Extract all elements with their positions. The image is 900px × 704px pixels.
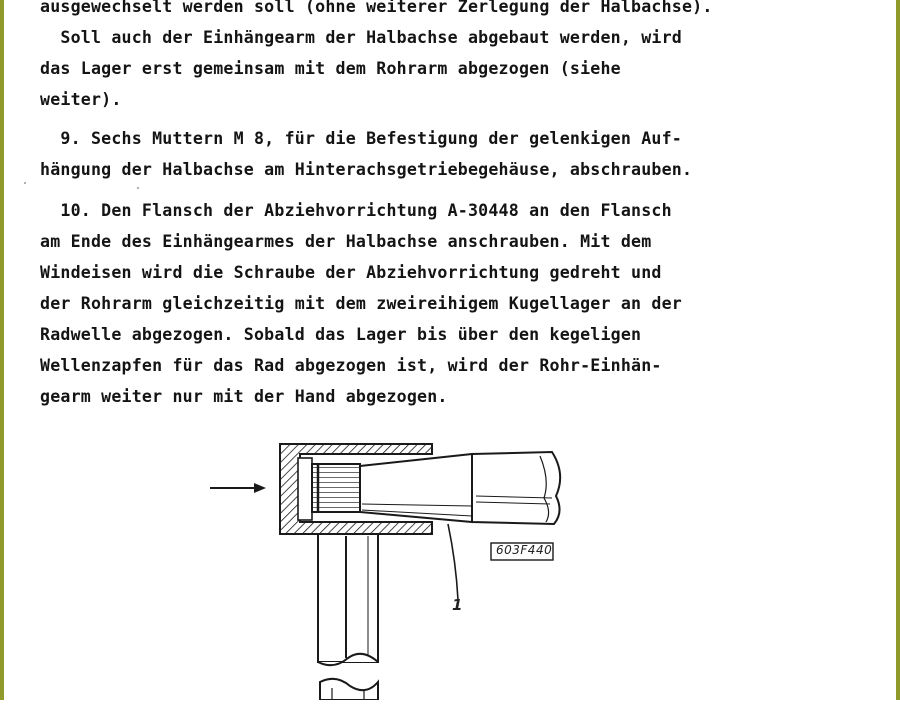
text-line: am Ende des Einhängearmes der Halbachse anschrauben. Mit dem <box>40 232 652 251</box>
text-line: der Rohrarm gleichzeitig mit dem zweireihigem Kugellager an der <box>40 294 682 313</box>
document-text <box>40 0 870 412</box>
puller-illustration <box>200 432 580 700</box>
arrow-icon <box>210 483 266 493</box>
text-line: Soll auch der Einhängearm der Halbachse abgebaut werden, wird <box>40 28 682 47</box>
text-line: ausgewechselt werden soll (ohne weiterer Zerlegung der Halbachse). <box>40 0 713 16</box>
text-line: Radwelle abgezogen. Sobald das Lager bis über den kegeligen <box>40 325 642 344</box>
text-line: 9. Sechs Muttern M 8, für die Befestigung der gelenkigen Auf- <box>40 129 682 148</box>
callout-number: 1 <box>452 596 463 614</box>
text-line: gearm weiter nur mit der Hand abgezogen. <box>40 387 448 406</box>
scan-speck <box>137 187 139 189</box>
text-line: 10. Den Flansch der Abziehvorrichtung A-30448 an den Flansch <box>40 201 672 220</box>
scan-speck <box>24 182 26 184</box>
text-line: Windeisen wird die Schraube der Abziehvorrichtung gedreht und <box>40 263 662 282</box>
text-line: das Lager erst gemeinsam mit dem Rohrarm abgezogen (siehe <box>40 59 621 78</box>
text-line: Wellenzapfen für das Rad abgezogen ist, wird der Rohr-Einhän- <box>40 356 662 375</box>
text-line: weiter). <box>40 90 122 109</box>
technical-drawing <box>200 432 580 700</box>
text-line: hängung der Halbachse am Hinterachsgetriebegehäuse, abschrauben. <box>40 160 693 179</box>
figure-code-label: 603F440 <box>496 543 553 557</box>
